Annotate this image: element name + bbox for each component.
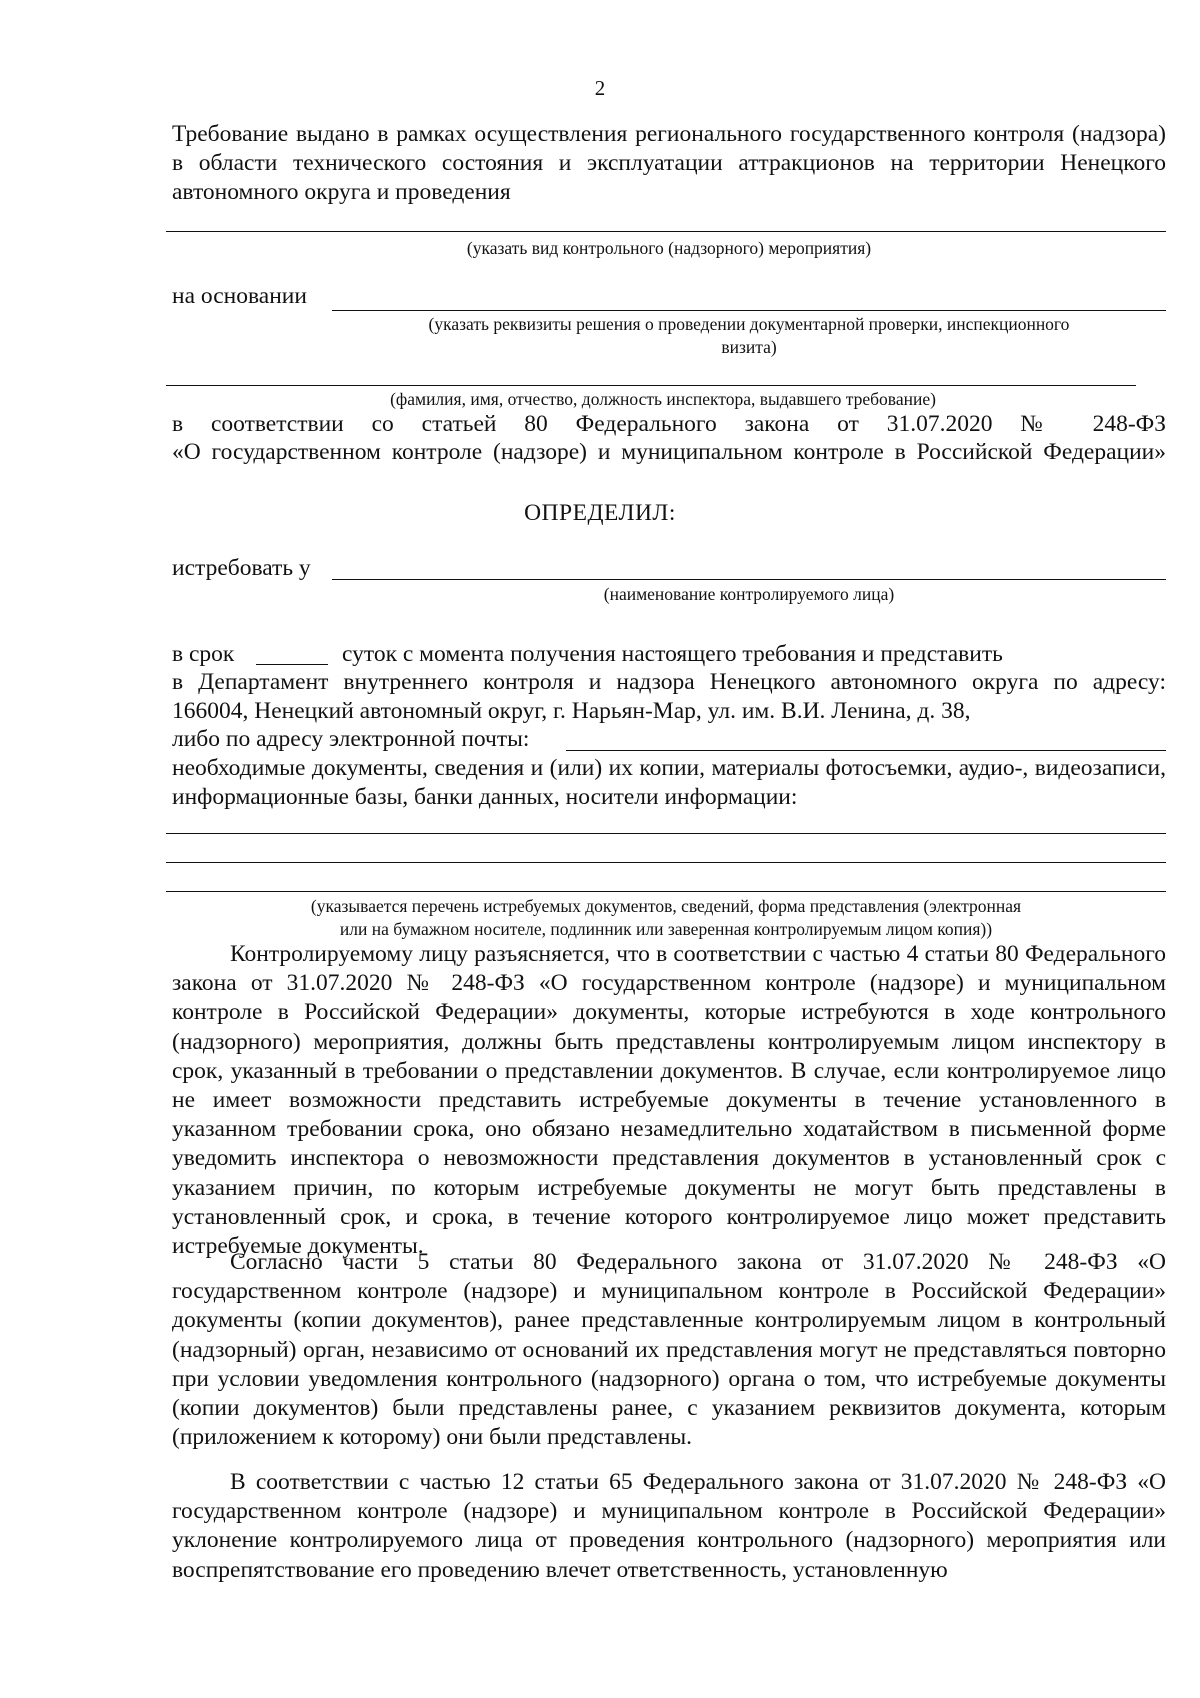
- part5-paragraph: Согласно части 5 статьи 80 Федерального закона от 31.07.2020 № 248-ФЗ «О государственном контроле (надзоре) и муниципальном контроле в Российской Федерации» документы (копии документов), ранее представленные контролируемым лицом в контрольный (надзорный) орган, независимо от оснований их представления могут не представляться повторно при условии уведомления контрольного (надзорного) органа о том, что истребуемые документы (копии документов) были представлены ранее, с указанием реквизитов документа, которым (приложением к которому) они были представлены.: [172, 1249, 1166, 1451]
- explanation-paragraph: Контролируемому лицу разъясняется, что в соответствии с частью 4 статьи 80 Федерального закона от 31.07.2020 № 248-ФЗ «О государственном контроле (надзоре) и муниципальном контроле в Российской Федерации» документы, которые истребуются в ходе контрольного (надзорного) мероприятия, должны быть представлены контролируемым лицом инспектору в срок, указанный в требовании о представлении документов. В случае, если контролируемое лицо не имеет возможности представить истребуемые документы в течение установленного в указанном требовании срока, оно обязано незамедлительно ходатайством в письменной форме уведомить инспектора о невозможности представления документов в установленный срок с указанием причин, по которым истребуемые документы не могут быть представлены в установленный срок, и срока, в течение которого контролируемое лицо может представить истребуемые документы.: [172, 941, 1166, 1260]
- department-line: в Департамент внутреннего контроля и надзора Ненецкого автономного округа по адресу:: [172, 669, 1166, 695]
- documents-caption-line-1: (указывается перечень истребуемых документов, сведений, форма представления (электронная: [310, 896, 1022, 916]
- inspector-caption: (фамилия, имя, отчество, должность инспектора, выдавшего требование): [390, 389, 936, 409]
- documents-line-1: [166, 833, 1166, 834]
- controlled-person-caption: (наименование контролируемого лица): [603, 584, 895, 604]
- address-line: 166004, Ненецкий автономный округ, г. Нарьян-Мар, ул. им. В.И. Ленина, д. 38,: [172, 698, 971, 724]
- basis-caption-line-2: визита): [721, 337, 777, 357]
- law-reference-line-2: «О государственном контроле (надзоре) и муниципальном контроле в Российской Федерации»: [172, 439, 1166, 465]
- documents-line-2: [166, 862, 1166, 863]
- part12-paragraph: В соответствии с частью 12 статьи 65 Федерального закона от 31.07.2020 № 248-ФЗ «О государственном контроле (надзоре) и муниципальном контроле в Российской Федерации» уклонение контролируемого лица от проведения контрольного (надзорного) мероприятия или воспрепятствование его проведению влечет ответственность, установленную: [172, 1469, 1166, 1583]
- event-type-caption: (указать вид контрольного (надзорного) мероприятия): [466, 238, 872, 258]
- term-days-line: [256, 664, 328, 665]
- demand-line: [332, 579, 1166, 580]
- email-label: либо по адресу электронной почты:: [172, 726, 530, 752]
- term-text: суток с момента получения настоящего требования и представить: [342, 641, 1003, 667]
- inspector-line: [166, 385, 1136, 386]
- event-type-line: [166, 231, 1166, 232]
- basis-line: [332, 310, 1166, 311]
- decision-heading: ОПРЕДЕЛИЛ:: [524, 500, 676, 526]
- basis-caption: [332, 313, 1166, 359]
- demand-label: истребовать у: [172, 555, 311, 581]
- term-label: в срок: [172, 641, 235, 667]
- email-line: [566, 750, 1166, 751]
- documents-caption-line-2: или на бумажном носителе, подлинник или заверенная контролируемым лицом копия)): [339, 919, 993, 939]
- documents-paragraph: необходимые документы, сведения и (или) их копии, материалы фотосъемки, аудио-, видеозаписи, информационные базы, банки данных, носители информации:: [172, 755, 1166, 810]
- basis-caption-line-1: (указать реквизиты решения о проведении документарной проверки, инспекционного: [428, 314, 1070, 334]
- law-reference-line-1: в соответствии со статьей 80 Федерального закона от 31.07.2020 № 248-ФЗ: [172, 411, 1166, 437]
- basis-label: на основании: [172, 283, 307, 309]
- documents-caption: [166, 895, 1166, 941]
- intro-paragraph: Требование выдано в рамках осуществления регионального государственного контроля (надзора) в области технического состояния и эксплуатации аттракционов на территории Ненецкого автономного округа и проведения: [172, 121, 1166, 205]
- documents-line-3: [166, 891, 1166, 892]
- page-number: 2: [594, 76, 606, 100]
